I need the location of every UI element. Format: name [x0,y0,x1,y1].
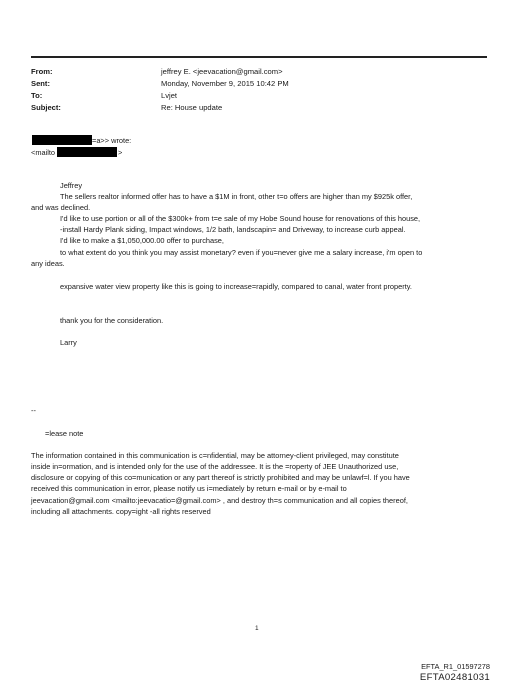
redaction-block [57,147,117,157]
disclaimer-line: including all attachments. copy=ight -all rights reserved [31,507,211,516]
body-line: to what extent do you think you may assist monetary? even if you=never give me a salary increase, i'm open to [60,248,423,257]
redaction-block [32,135,92,145]
disclaimer-line: inside in=ormation, and is intended only for the use of the addressee. It is the =roperty of JEE Unauthorized use, [31,462,399,471]
quote-mailto: <mailto [31,148,56,157]
body-line: expansive water view property like this is going to increase=rapidly, compared to canal, water front property. [60,282,412,291]
from-value: jeffrey E. <jeevacation@gmail.com> [161,67,283,76]
page-number: 1 [255,625,259,632]
disclaimer-line: disclosure or copying of this co=munication or any part thereof is strictly prohibited and may be unlawf=l. If you have [31,473,410,482]
body-line: I'd like to use portion or all of the $300k+ from t=e sale of my Hobe Sound house for renovations of this house, [60,214,421,223]
quote-wrote: =a>> wrote: [92,136,132,145]
disclaimer-line: The information contained in this communication is c=nfidential, may be attorney-client privileged, may constitute [31,451,399,460]
signature-separator: -- [31,406,36,415]
body-signature: Larry [60,338,77,347]
body-thanks: thank you for the consideration. [60,316,164,325]
disclaimer-line: received this communication in error, please notify us i=mediately by return e-mail or by e-mail to [31,484,347,493]
footer-id-primary: EFTA_R1_01597278 [421,662,490,671]
header-rule [31,56,487,58]
from-label: From: [31,67,53,76]
body-line: -install Hardy Plank siding, Impact windows, 1/2 bath, landscapin= and Driveway, to increase curb appeal. [60,225,406,234]
quote-mailto-end: > [118,148,123,157]
sent-value: Monday, November 9, 2015 10:42 PM [161,79,289,88]
sent-label: Sent: [31,79,50,88]
to-label: To: [31,91,43,100]
subject-value: Re: House update [161,103,223,112]
footer-id-secondary: EFTA02481031 [419,672,490,683]
body-line: The sellers realtor informed offer has to have a $1M in front, other t=o offers are higher than my $925k offer, [60,192,413,201]
subject-label: Subject: [31,103,61,112]
note-heading: =lease note [45,429,84,438]
to-value: Lvjet [161,91,178,100]
body-line: I'd like to make a $1,050,000.00 offer to purchase, [60,236,224,245]
body-greeting: Jeffrey [60,181,83,190]
body-line: and was declined. [31,203,91,212]
disclaimer-line: jeevacation@gmail.com <mailto:jeevacatio=@gmail.com> , and destroy th=s communication and all copies thereof, [31,496,408,505]
body-line: any ideas. [31,259,65,268]
